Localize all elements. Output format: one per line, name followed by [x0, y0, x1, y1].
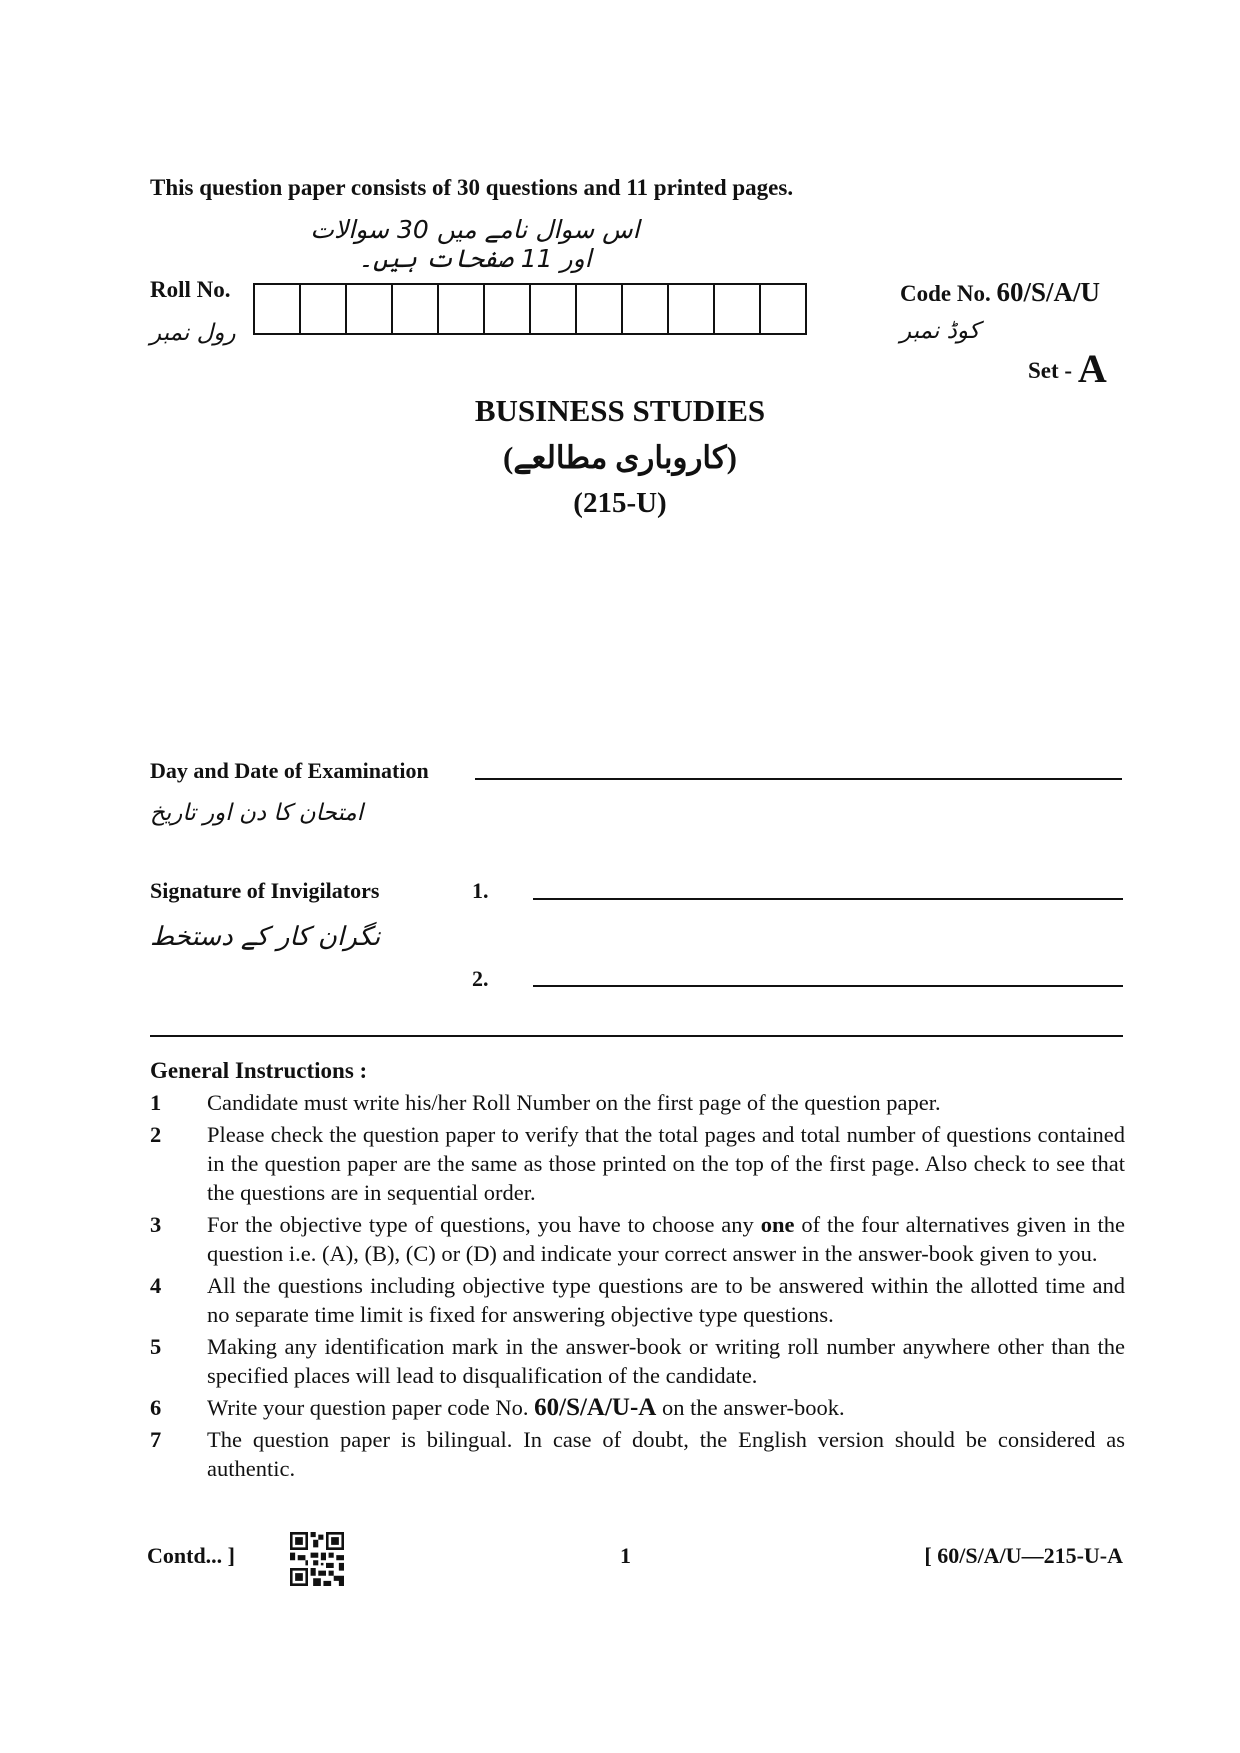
instruction-text — [207, 1393, 1125, 1422]
set-label: Set - — [1028, 358, 1073, 383]
instruction-text-part: of the four alternatives given in the question i.e. (A), (B), (C) or (D) and indicate your correct answer in the answer-book given to you. — [207, 1212, 1125, 1266]
paper-summary: This question paper consists of 30 questions and 11 printed pages. — [150, 175, 794, 200]
roll-digit-box[interactable] — [623, 285, 669, 333]
instructions-heading: General Instructions : — [150, 1058, 368, 1083]
day-date-line[interactable] — [475, 778, 1122, 780]
instruction-item — [150, 1271, 1125, 1329]
instruction-item — [150, 1425, 1125, 1483]
subject-title-urdu: (کاروباری مطالعے) — [503, 440, 737, 475]
roll-number-label: Roll No. — [150, 277, 231, 302]
instruction-number: 2 — [150, 1122, 162, 1147]
signature-line[interactable] — [533, 898, 1123, 900]
code-number-value: 60/S/A/U — [996, 277, 1101, 307]
instruction-text-part: For the objective type of questions, you have to choose any — [207, 1212, 761, 1237]
section-divider — [150, 1035, 1123, 1037]
course-code: (215-U) — [573, 487, 667, 519]
code-number — [900, 277, 1100, 308]
instruction-number: 3 — [150, 1212, 162, 1237]
instruction-number: 7 — [150, 1427, 162, 1452]
instruction-text: The question paper is bilingual. In case of doubt, the English version should be considered as authentic. — [207, 1427, 1125, 1481]
roll-digit-box[interactable] — [761, 285, 805, 333]
subject-title: BUSINESS STUDIES — [474, 393, 766, 428]
roll-digit-box[interactable] — [301, 285, 347, 333]
roll-digit-box[interactable] — [669, 285, 715, 333]
footer-paper-code: [ 60/S/A/U—215-U-A — [924, 1543, 1123, 1568]
page-number: 1 — [620, 1543, 631, 1568]
instruction-text: Please check the question paper to verify that the total pages and total number of questions contained in the question paper are the same as those printed on the top of the first page. Also check to see that the questions are in sequential order. — [207, 1122, 1125, 1205]
set-value: A — [1077, 346, 1107, 391]
instruction-text: Candidate must write his/her Roll Number on the first page of the question paper. — [207, 1090, 941, 1115]
instruction-item — [150, 1393, 1125, 1422]
instruction-number: 5 — [150, 1334, 162, 1359]
instruction-item — [150, 1120, 1125, 1207]
paper-summary-urdu: اس سوال نامے میں 30 سوالات اور 11 صفحات ہیں۔ — [310, 215, 640, 273]
instruction-text: Making any identification mark in the answer-book or writing roll number anywhere other than the specified places will lead to disqualification of the candidate. — [207, 1334, 1125, 1388]
continued-label: Contd... ] — [147, 1543, 236, 1568]
instruction-number: 6 — [150, 1395, 162, 1420]
signature-slot-number: 1. — [472, 878, 489, 903]
code-number-label: Code No. — [900, 281, 991, 306]
roll-digit-box[interactable] — [439, 285, 485, 333]
instruction-number: 4 — [150, 1273, 162, 1298]
roll-digit-box[interactable] — [531, 285, 577, 333]
roll-number-label-urdu: رول نمبر — [150, 320, 236, 346]
instruction-text: All the questions including objective type questions are to be answered within the allotted time and no separate time limit is fixed for answering objective type questions. — [207, 1273, 1125, 1327]
instruction-text — [207, 1210, 1125, 1268]
instruction-emphasis: one — [760, 1212, 795, 1237]
day-date-label: Day and Date of Examination — [150, 758, 429, 783]
roll-digit-box[interactable] — [255, 285, 301, 333]
instruction-text-part: on the answer-book. — [656, 1395, 845, 1420]
roll-digit-box[interactable] — [347, 285, 393, 333]
day-date-label-urdu: امتحان کا دن اور تاریخ — [150, 800, 364, 826]
signature-line[interactable] — [533, 985, 1123, 987]
instructions-list — [150, 1088, 1125, 1486]
invigilator-signature-label: Signature of Invigilators — [150, 878, 380, 903]
instruction-item — [150, 1332, 1125, 1390]
instruction-text-part: Write your question paper code No. — [207, 1395, 535, 1420]
roll-digit-box[interactable] — [577, 285, 623, 333]
roll-digit-box[interactable] — [393, 285, 439, 333]
roll-number-boxes[interactable] — [253, 283, 807, 335]
signature-slot-number: 2. — [472, 966, 489, 991]
instruction-item — [150, 1210, 1125, 1268]
invigilator-signature-label-urdu: نگران کار کے دستخط — [150, 922, 381, 952]
set-indicator — [1028, 345, 1107, 392]
roll-digit-box[interactable] — [715, 285, 761, 333]
paper-code: 60/S/A/U-A — [534, 1394, 657, 1421]
instruction-number: 1 — [150, 1090, 162, 1115]
qr-code-icon — [290, 1532, 344, 1586]
roll-digit-box[interactable] — [485, 285, 531, 333]
instruction-item — [150, 1088, 1125, 1117]
code-number-label-urdu: کوڈ نمبر — [900, 318, 980, 344]
